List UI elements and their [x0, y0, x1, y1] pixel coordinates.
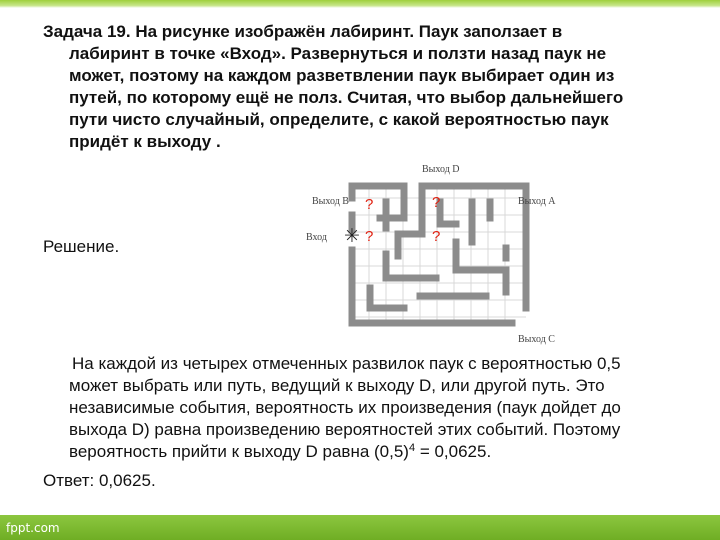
branch-question-mark: ? [365, 196, 374, 213]
problem-statement [43, 21, 693, 153]
exit-d-label: Выход D [422, 164, 460, 175]
solution-line: независимые события, вероятность их произведения (паук дойдет до [69, 398, 621, 417]
top-accent-band [0, 0, 720, 8]
bottom-footer-band [0, 515, 720, 540]
problem-line: может, поэтому на каждом разветвлении паук выбирает один из [69, 66, 615, 85]
problem-line: лабиринт в точке «Вход». Развернуться и ползти назад паук не [69, 44, 607, 63]
solution-text [43, 353, 693, 463]
problem-line: пути чисто случайный, определите, с какой вероятностью паук [69, 110, 609, 129]
problem-line: Задача 19. На рисунке изображён лабиринт. Паук заползает в [43, 22, 563, 41]
solution-line: На каждой из четырех отмеченных развилок паук с вероятностью 0,5 [72, 354, 621, 373]
branch-question-mark: ? [432, 228, 441, 245]
problem-line: путей, по которому ещё не полз. Считая, что выбор дальнейшего [69, 88, 624, 107]
maze-drawing [300, 158, 580, 348]
maze-figure [300, 158, 580, 348]
answer-text: Ответ: 0,0625. [43, 471, 156, 490]
solution-heading: Решение. [43, 237, 120, 256]
problem-line: придёт к выходу . [69, 132, 221, 151]
solution-last-line-end: = 0,0625. [415, 442, 492, 461]
solution-last-line-start: вероятность прийти к выходу D равна (0,5) [69, 442, 409, 461]
branch-question-mark: ? [432, 194, 441, 211]
solution-last-line [43, 441, 693, 463]
solution-line: выхода D) равна произведению вероятностей этих событий. Поэтому [69, 420, 621, 439]
exit-b-label: Выход B [312, 196, 349, 207]
spider-icon: ✳ [344, 225, 360, 247]
exit-c-label: Выход C [518, 334, 555, 345]
branch-question-mark: ? [365, 228, 374, 245]
entrance-label: Вход [306, 232, 327, 243]
footer-brand: fppt.com [6, 521, 60, 535]
solution-line: может выбрать или путь, ведущий к выходу D, или другой путь. Это [69, 376, 605, 395]
exit-a-label: Выход A [518, 196, 556, 207]
exponent: 4 [408, 442, 416, 454]
